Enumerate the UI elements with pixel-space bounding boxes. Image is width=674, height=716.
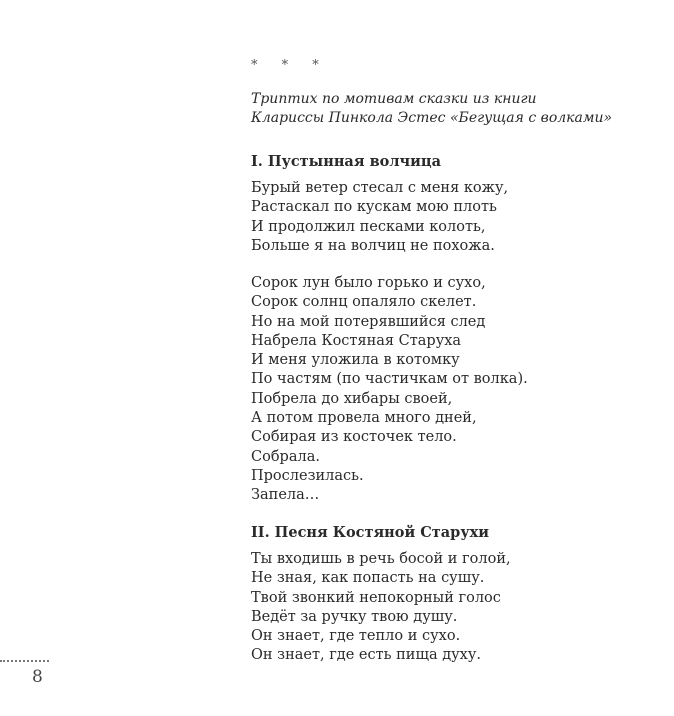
epigraph <box>251 90 651 128</box>
poem-line: Сорок солнц опаляло скелет. <box>251 294 477 311</box>
poem-line: Прослезилась. <box>251 467 364 484</box>
poem-line: Набрела Костяная Старуха <box>251 332 462 349</box>
section-title: II. Песня Костяной Старухи <box>251 524 489 541</box>
stanza <box>251 179 508 256</box>
page-number: 8 <box>32 667 43 687</box>
epigraph-line: Триптих по мотивам сказки из книги <box>251 91 537 107</box>
poem-line: Побрела до хибары своей, <box>251 390 453 407</box>
page-number-rule <box>0 660 49 662</box>
poem-line: Твой звонкий непокорный голос <box>251 589 501 606</box>
section-title: I. Пустынная волчица <box>251 153 442 170</box>
poem-line: Не зная, как попасть на сушу. <box>251 570 485 587</box>
poem-line: И меня уложила в котомку <box>251 352 460 369</box>
poem-line: Бурый ветер стесал с меня кожу, <box>251 180 509 196</box>
poem-line: Сорок лун было горько и сухо, <box>251 275 486 291</box>
poem-line: По частям (по частичкам от волка). <box>251 371 528 388</box>
poem-line: Собрала. <box>251 448 320 465</box>
poem-line: Ведёт за ручку твою душу. <box>251 608 458 625</box>
poem-line: Ты входишь в речь босой и голой, <box>251 551 511 567</box>
poem-line: Растаскал по кускам мою плоть <box>251 199 497 216</box>
epigraph-line: Клариссы Пинкола Эстес «Бегущая с волками» <box>251 110 613 126</box>
poem-line: А потом провела много дней, <box>251 410 477 427</box>
poem-line: Больше я на волчиц не похожа. <box>251 237 495 254</box>
poem-line: Собирая из косточек тело. <box>251 429 457 446</box>
poem-line: Он знает, где тепло и сухо. <box>251 628 461 645</box>
section-separator: * * * <box>251 58 329 73</box>
stanza <box>251 274 528 506</box>
poem-line: Но на мой потерявшийся след <box>251 313 486 330</box>
poem-line: Он знает, где есть пища духу. <box>251 647 481 664</box>
stanza <box>251 550 511 666</box>
poem-line: И продолжил песками колоть, <box>251 218 486 235</box>
poem-line: Запела… <box>251 487 320 504</box>
